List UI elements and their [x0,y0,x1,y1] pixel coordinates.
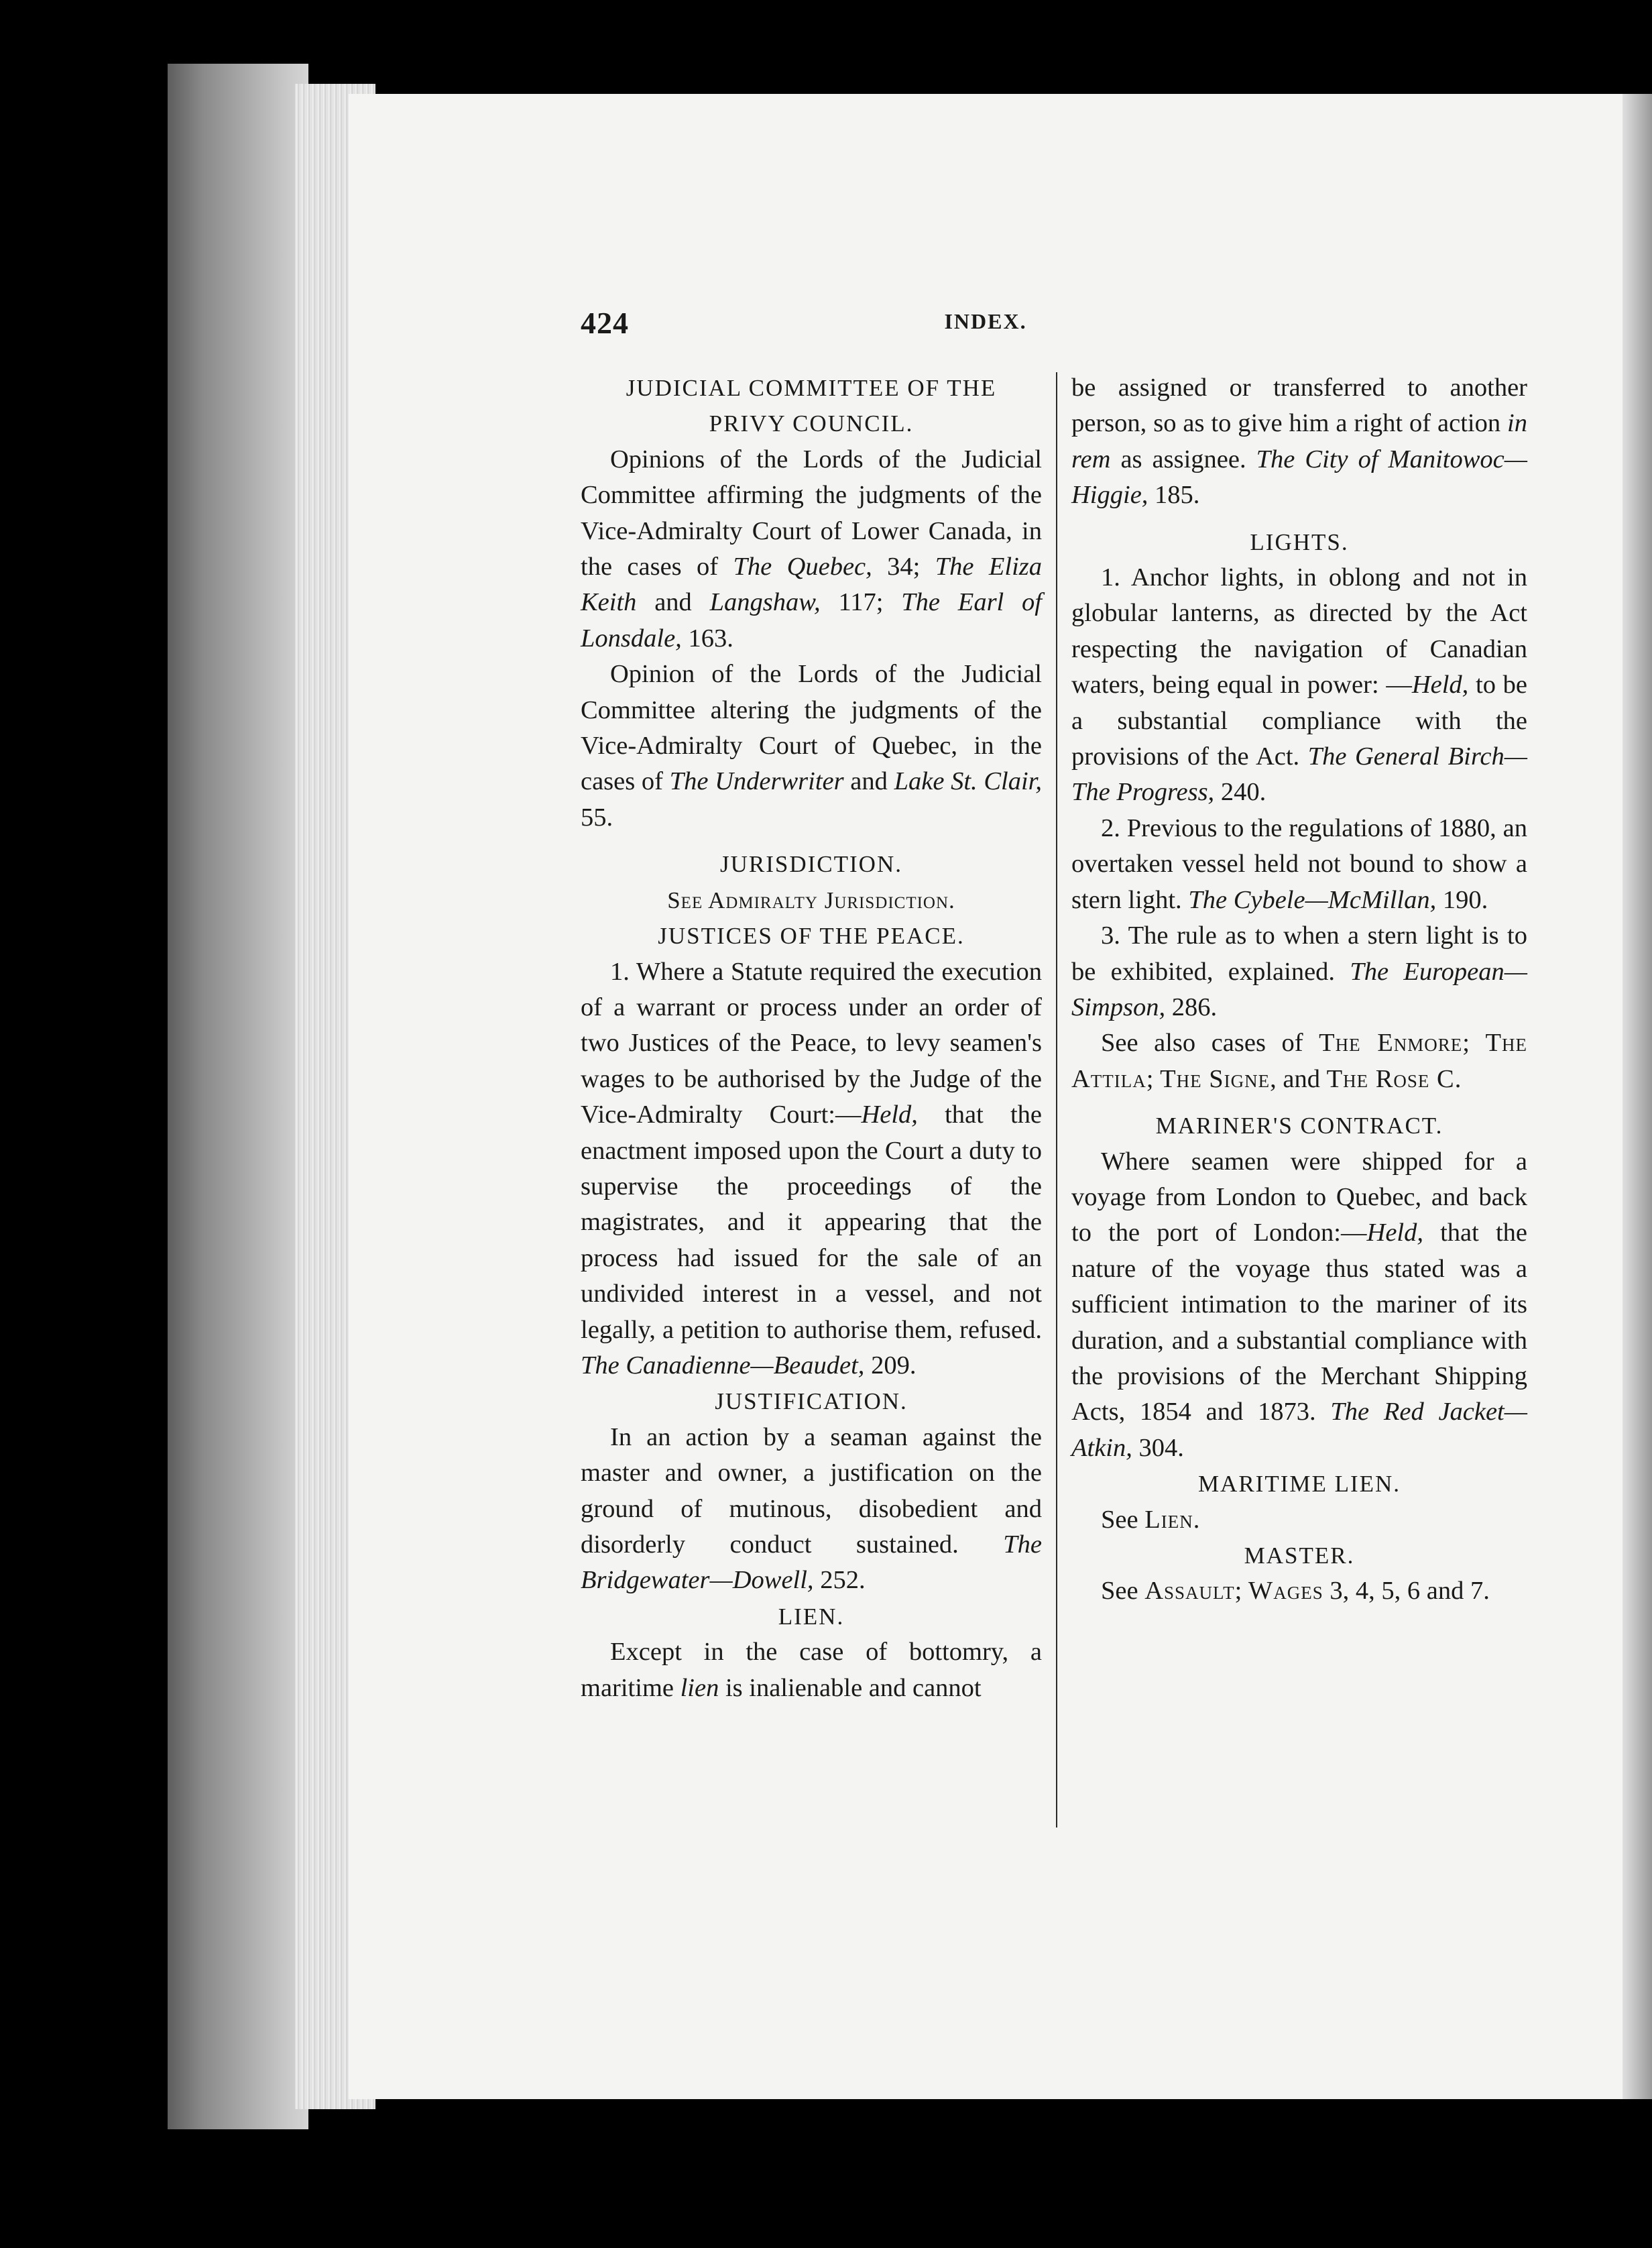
left-column [581,370,1042,1706]
heading-lights: LIGHTS. [1250,528,1349,555]
heading-judicial-committee-line2: PRIVY COUNCIL. [709,410,914,437]
column-divider [1056,372,1057,1828]
entry-lien-start: Except in the case of bottomry, a maritime lien is inalienable and cannot [581,1638,1042,1702]
entry-justices-1: 1. Where a Statute required the execution of a warrant or process under an order of two Justices of the Peace, to levy seamen's wages to be authorised by the Judge of the Vice-Admiralty Court:—Held, that the enactment imposed upon the Court a duty to supervise the proceedings of the magistrates, and it appearing that the process had issued for the sale of an undivided interest in a vessel, and not legally, a petition to authorise them, refused. The Canadienne—Beaudet, 209. [581,957,1042,1380]
entry-mariners-contract: Where seamen were shipped for a voyage from London to Quebec, and back to the port of London:—Held, that the nature of the voyage thus stated was a sufficient intimation to the mariner of its duration, and a substantial compliance with the provisions of the Merchant Shipping Acts, 1854 and 1873. The Red Jacket—Atkin, 304. [1071,1147,1527,1462]
heading-justification: JUSTIFICATION. [715,1388,908,1415]
right-column [1071,370,1527,1610]
entry-judicial-committee-affirming: Opinions of the Lords of the Judicial Committee affirming the judgments of the Vice-Admiralty Court of Lower Canada, in the cases of The Quebec, 34; The Eliza Keith and Langshaw, 117; The Earl of Lonsdale, 163. [581,445,1042,653]
cross-ref-admiralty-jurisdiction: See Admiralty Jurisdiction. [667,887,955,913]
cross-ref-master: See Assault; Wages 3, 4, 5, 6 and 7. [1101,1577,1490,1606]
heading-maritime-lien: MARITIME LIEN. [1197,1471,1401,1498]
entry-lights-3: 3. The rule as to when a stern light is to be exhibited, explained. The European—Simpson, 286. [1071,921,1527,1021]
running-head: INDEX. [944,309,1027,333]
heading-master: MASTER. [1244,1542,1355,1569]
page-number: 424 [581,306,629,340]
heading-mariners-contract: MARINER'S CONTRACT. [1155,1113,1443,1139]
heading-lien: LIEN. [778,1603,845,1630]
entry-lien-continued: be assigned or transferred to another person, so as to give him a right of action in rem as assignee. The City of Manitowoc—Higgie, 185. [1071,374,1527,510]
heading-jurisdiction: JURISDICTION. [720,851,902,878]
heading-judicial-committee-line1: JUDICIAL COMMITTEE OF THE [626,375,997,401]
page-right-shadow [1622,94,1652,2099]
entry-lights-2: 2. Previous to the regulations of 1880, an overtaken vessel held not bound to show a stern light. The Cybele—McMillan, 190. [1071,813,1527,914]
entry-lights-see-also: See also cases of The Enmore; The Attila; The Signe, and The Rose C. [1071,1029,1527,1093]
entry-justification: In an action by a seaman against the master and owner, a justification on the ground of mutinous, disobedient and disorderly conduct sustained. The Bridgewater—Dowell, 252. [581,1422,1042,1595]
cross-ref-maritime-lien: See Lien. [1101,1505,1200,1534]
entry-lights-1: 1. Anchor lights, in oblong and not in globular lanterns, as directed by the Act respecting the navigation of Canadian waters, being equal in power: —Held, to be a substantial compliance with the provisions of the Act. The General Birch—The Progress, 240. [1071,563,1528,807]
page-header [581,305,1102,345]
book-edge-shadow [168,64,308,2129]
entry-judicial-committee-altering: Opinion of the Lords of the Judicial Committee altering the judgments of the Vice-Admiralty Court of Quebec, in the cases of The Underwriter and Lake St. Clair, 55. [581,660,1042,832]
heading-justices-of-the-peace: JUSTICES OF THE PEACE. [658,923,965,950]
